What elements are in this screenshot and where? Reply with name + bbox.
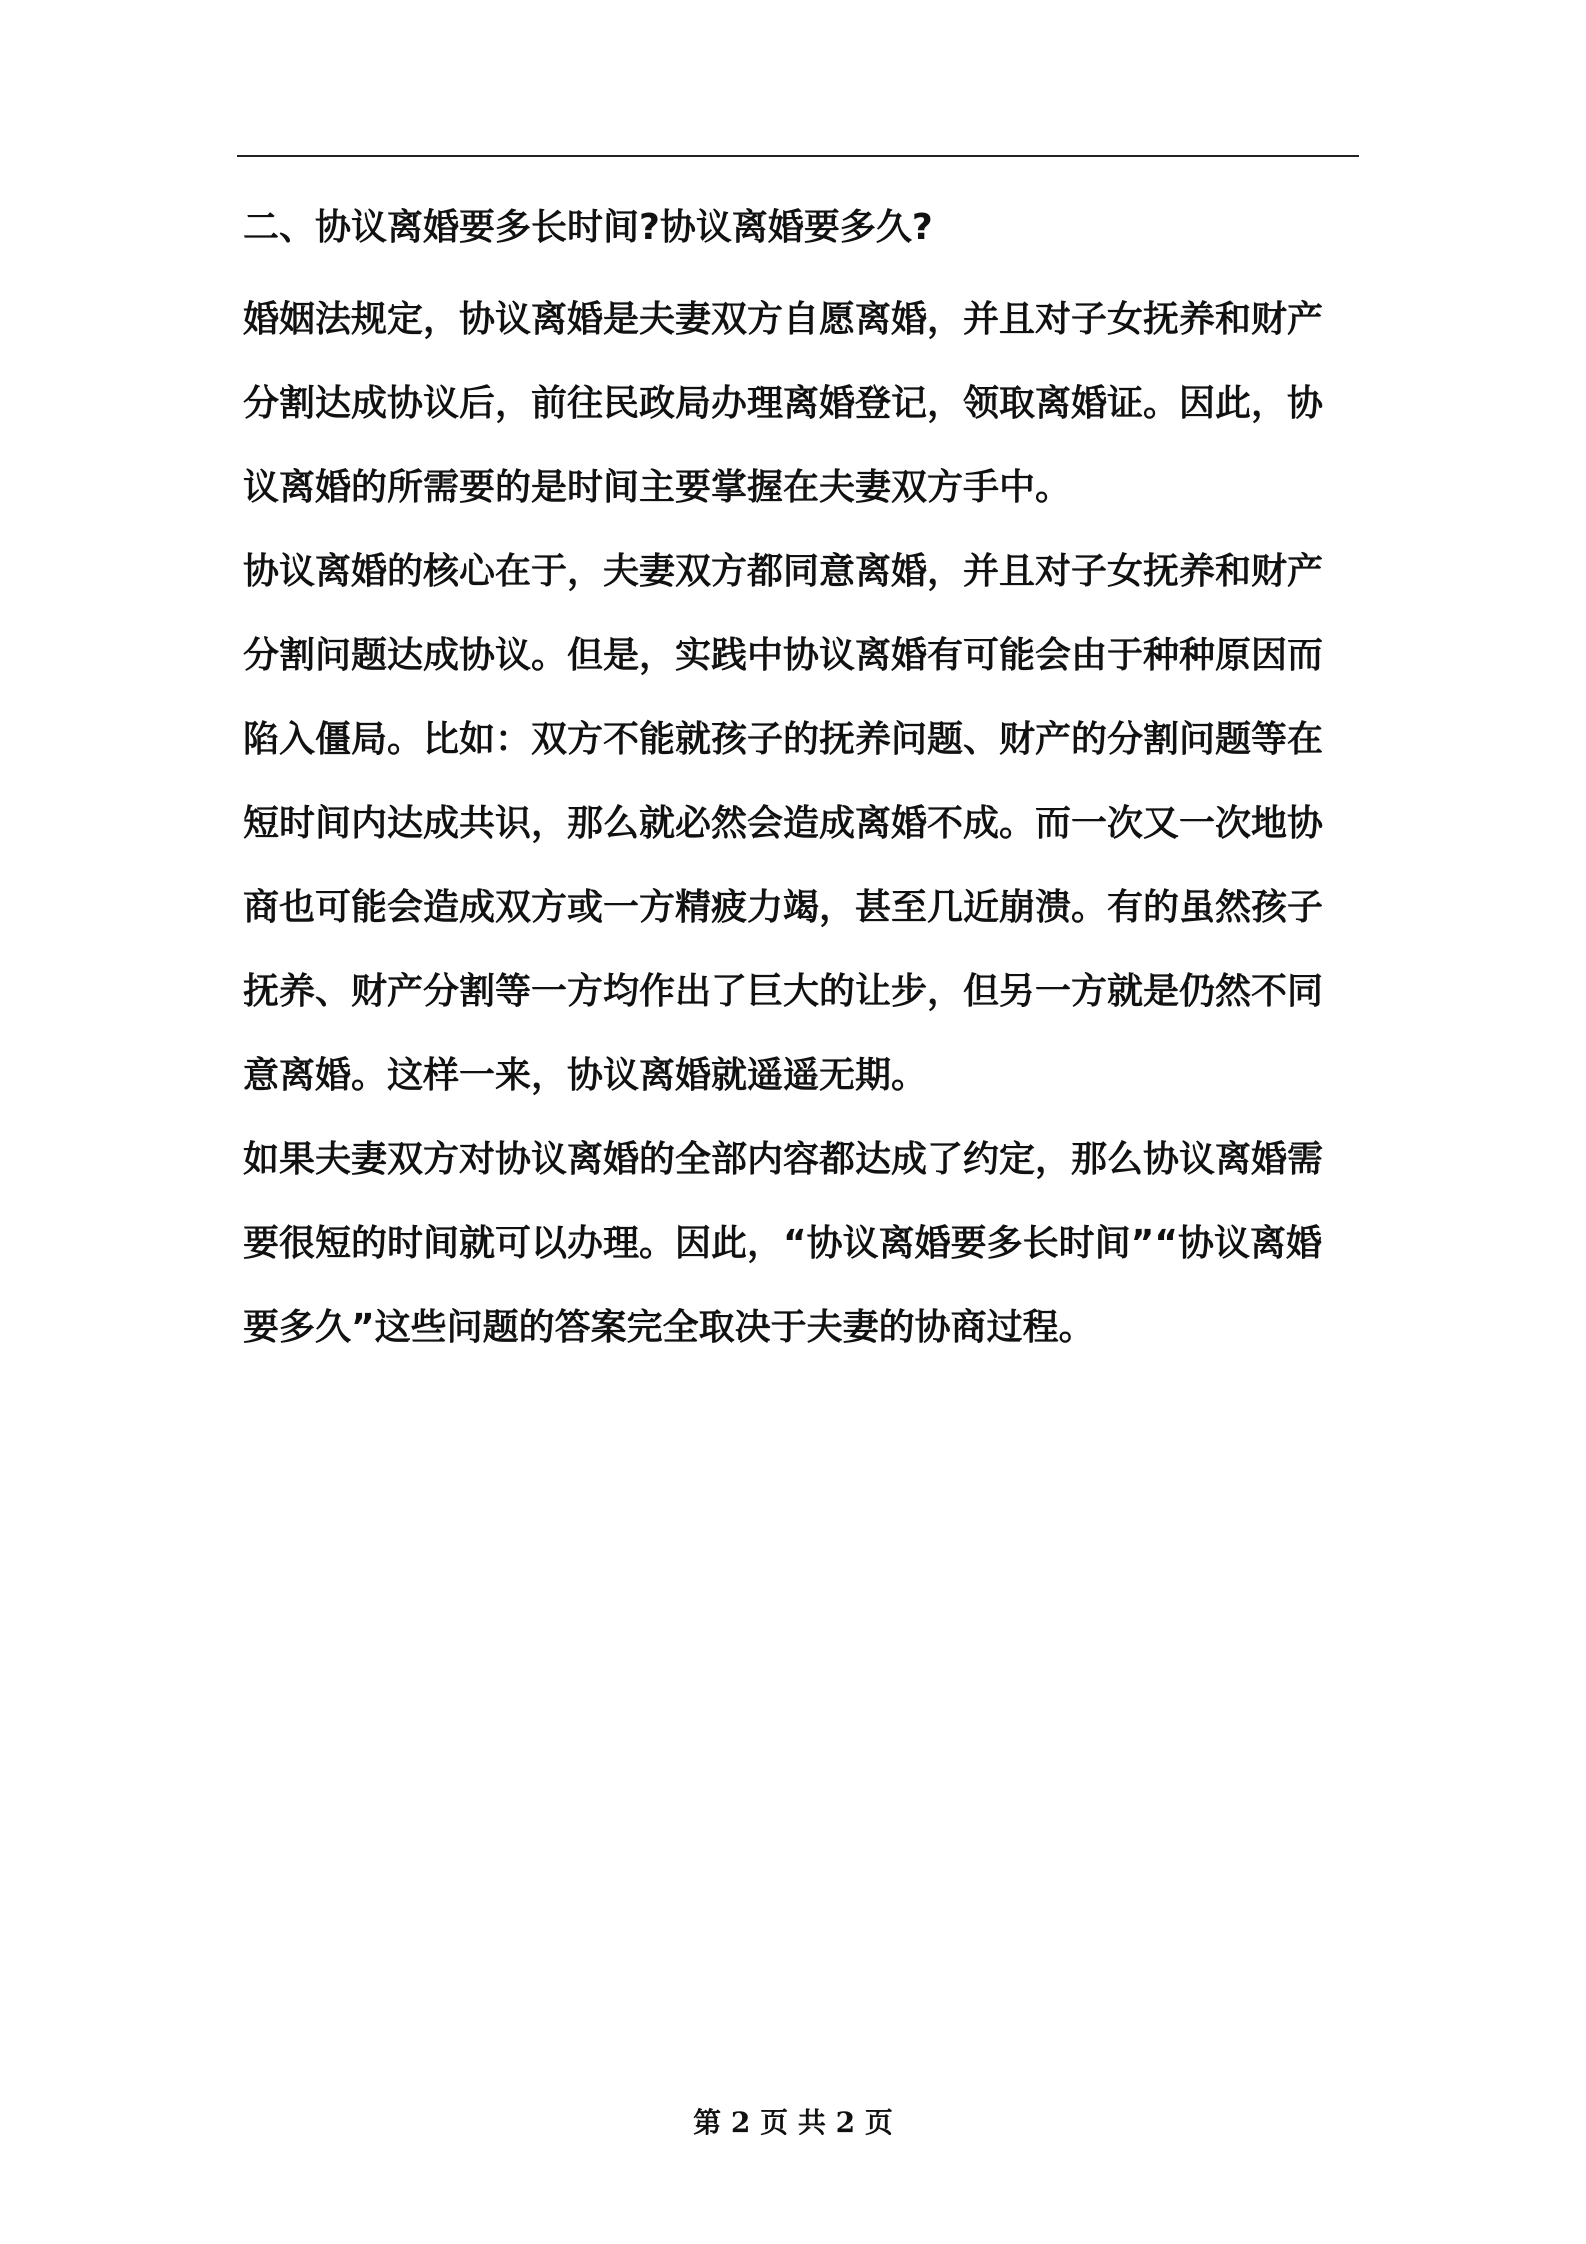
paragraph-line: 协议离婚的核心在于，夫妻双方都同意离婚，并且对子女抚养和财产 [243,551,1324,592]
paragraph-line: 商也可能会造成双方或一方精疲力竭，甚至几近崩溃。有的虽然孩子 [243,887,1324,928]
paragraph-line: 分割问题达成协议。但是，实践中协议离婚有可能会由于种种原因而 [243,635,1324,676]
paragraph-line: 意离婚。这样一来，协议离婚就遥遥无期。 [243,1055,928,1096]
paragraph-1 [243,278,1361,530]
paragraph-line: 婚姻法规定，协议离婚是夫妻双方自愿离婚，并且对子女抚养和财产 [243,299,1324,340]
paragraph-line: 分割达成协议后，前往民政局办理离婚登记，领取离婚证。因此，协 [243,383,1324,424]
paragraph-line: 如果夫妻双方对协议离婚的全部内容都达成了约定，那么协议离婚需 [243,1139,1324,1180]
document-body [243,198,1361,1370]
page-number-text: 第 2 页 共 2 页 [693,2106,893,2139]
paragraph-line: 议离婚的所需要的是时间主要掌握在夫妻双方手中。 [243,467,1072,508]
paragraph-line: 短时间内达成共识，那么就必然会造成离婚不成。而一次又一次地协 [243,803,1324,844]
paragraph-2 [243,530,1361,1118]
paragraph-line: 要很短的时间就可以办理。因此，“协议离婚要多长时间”“协议离婚 [243,1223,1322,1264]
page-footer [0,2103,1586,2143]
paragraph-line: 抚养、财产分割等一方均作出了巨大的让步，但另一方就是仍然不同 [243,971,1324,1012]
paragraph-line: 要多久”这些问题的答案完全取决于夫妻的协商过程。 [243,1307,1095,1348]
paragraph-3 [243,1118,1361,1370]
header-rule [237,155,1359,157]
section-heading: 二、协议离婚要多长时间?协议离婚要多久? [243,207,933,248]
paragraph-line: 陷入僵局。比如：双方不能就孩子的抚养问题、财产的分割问题等在 [243,719,1324,760]
